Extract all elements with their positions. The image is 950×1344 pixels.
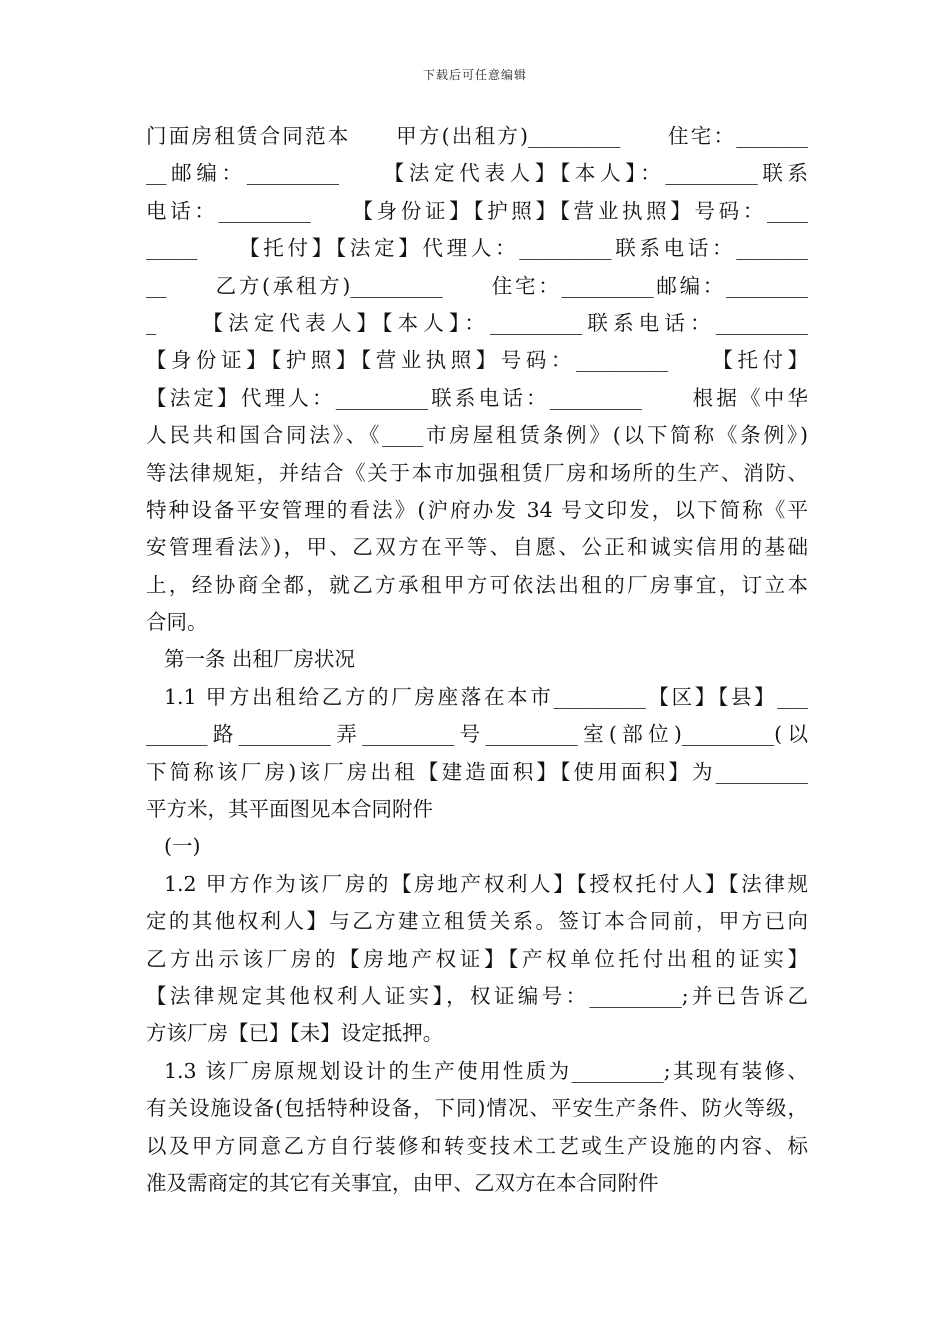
text-line: 安管理看法》)，甲、乙双方在平等、自愿、公正和诚实信用的基础: [146, 535, 808, 560]
text-line: 电话：_________ 【身份证】【护照】【营业执照】号码：____: [146, 198, 808, 223]
text-line: _ 【法定代表人】【本人】：_________联系电话：_________: [146, 310, 808, 335]
text-line: ______路_________弄_________号_________室(部位)_________(以: [146, 722, 808, 747]
text-line: 人民共和国合同法》、《____市房屋租赁条例》(以下简称《条例》): [146, 423, 808, 448]
text-line: 上，经协商全都，就乙方承租甲方可依法出租的厂房事宜，订立本: [146, 572, 808, 597]
text-line: 【法律规定其他权利人证实】，权证编号：_________;并已告诉乙: [146, 983, 808, 1008]
text-line: 合同。: [146, 610, 208, 635]
text-line: 定的其他权利人】与乙方建立租赁关系。签订本合同前，甲方已向: [146, 909, 808, 934]
text-line: 1.1 甲方出租给乙方的厂房座落在本市_________【区】【县】___: [164, 684, 808, 709]
text-line: 平方米，其平面图见本合同附件: [146, 797, 433, 822]
text-line: 方该厂房【已】【未】设定抵押。: [146, 1021, 444, 1046]
text-line: 准及需商定的其它有关事宜，由甲、乙双方在本合同附件: [146, 1170, 659, 1195]
text-line: 1.2 甲方作为该厂房的【房地产权利人】【授权托付人】【法律规: [164, 871, 808, 896]
text-line: 乙方出示该厂房的【房地产权证】【产权单位托付出租的证实】: [146, 946, 808, 971]
text-line: 第一条 出租厂房状况: [164, 647, 356, 672]
text-line: (一): [164, 834, 201, 859]
text-line: 门面房租赁合同范本 甲方(出租方)_________ 住宅：_______: [146, 124, 808, 148]
page-header-note: 下载后可任意编辑: [422, 68, 527, 82]
text-line: 以及甲方同意乙方自行装修和转变技术工艺或生产设施的内容、标: [146, 1133, 808, 1158]
text-line: __邮编：_________ 【法定代表人】【本人】：_________联系: [146, 161, 808, 186]
text-line: 特种设备平安管理的看法》(沪府办发 34 号文印发，以下简称《平: [146, 497, 808, 522]
text-line: 1.3 该厂房原规划设计的生产使用性质为_________;其现有装修、: [164, 1058, 808, 1083]
text-line: 【法定】代理人：_________联系电话：_________ 根据《中华: [146, 385, 808, 410]
text-line: _____ 【托付】【法定】代理人：_________联系电话：_______: [146, 236, 808, 261]
text-line: 有关设施设备(包括特种设备，下同)情况、平安生产条件、防火等级，: [146, 1096, 808, 1121]
text-line: __ 乙方(承租方)_________ 住宅：_________邮编：________: [146, 273, 808, 298]
contract-body: [146, 118, 808, 1202]
text-line: 等法律规矩，并结合《关于本市加强租赁厂房和场所的生产、消防、: [146, 460, 808, 485]
text-line: 下简称该厂房)该厂房出租【建造面积】【使用面积】为_________: [146, 759, 808, 784]
text-line: 【身份证】【护照】【营业执照】号码：_________ 【托付】: [146, 348, 808, 373]
